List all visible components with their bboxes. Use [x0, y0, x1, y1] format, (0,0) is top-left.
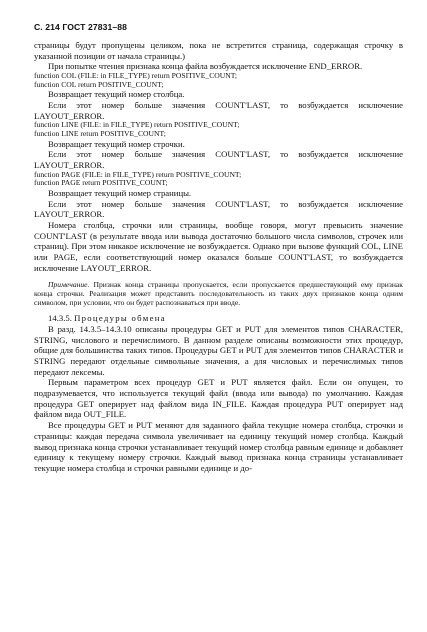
section-number: 14.3.5. [48, 313, 72, 324]
section-paragraph-2: Первым параметром всех процедур GET и PUT является файл. Если он опущен, то подразумевается, что используется текущий файл (ввода или вывода) по умолчанию. Каждая процедура GET оперирует над файлом вида IN_FILE. Каждая процедура PUT оперирует над файлом вида OUT_FILE. [34, 377, 403, 420]
col-exception: Если этот номер больше значения COUNT'LAST, то возбуждается исключение LAYOUT_ERROR. [34, 100, 403, 121]
code-page-1: function PAGE (FILE: in FILE_TYPE) return POSITIVE_COUNT; [34, 169, 242, 179]
note-label: Примечание. [48, 279, 90, 289]
section-paragraph-1: В разд. 14.3.5–14.3.10 описаны процедуры GET и PUT для элементов типов CHARACTER, STRING, числового и перечислимого. В данном разделе описаны возможности этих процедур, общие для большинства таких типов. Процедуры GET и PUT для элементов типов CHARACTER и STRING передают отдельные символьные значения, а для числовых и перечислимых типов передают лексемы. [34, 323, 403, 377]
paragraph-numbers: Номера столбца, строчки или страницы, вообще говоря, могут превысить значение COUNT'LAST (в результате ввода или вывода достаточно большого числа символов, строчек или страниц). При этом никакое исключение не возбуждается. Однако при вызове функций COL, LINE или PAGE, если соответствующий номер оказался больше COUNT'LAST, то возбуждается исключение LAYOUT_ERROR. [34, 220, 403, 273]
page-returns: Возвращает текущий номер страницы. [48, 187, 192, 198]
line-returns: Возвращает текущий номер строчки. [48, 138, 185, 149]
page-body [34, 40, 403, 474]
page-exception: Если этот номер больше значения COUNT'LAST, то возбуждается исключение LAYOUT_ERROR. [34, 198, 403, 220]
col-returns: Возвращает текущий номер столбца. [48, 89, 185, 100]
code-page-2: function PAGE return POSITIVE_COUNT; [34, 178, 168, 188]
code-col-2: function COL return POSITIVE_COUNT; [34, 79, 164, 89]
section-title: Процедуры обмена [74, 313, 166, 324]
page-header: С. 214 ГОСТ 27831–88 [34, 22, 128, 32]
line-exception: Если этот номер больше значения COUNT'LAST, то возбуждается исключение LAYOUT_ERROR. [34, 149, 403, 170]
code-col-1: function COL (FILE: in FILE_TYPE) return POSITIVE_COUNT; [34, 71, 238, 81]
paragraph-continued: страницы будут пропущены целиком, пока не встретится страница, содержащая строчку в указанной позиции от начала страницы.) [34, 40, 403, 61]
paragraph-end-error: При попытке чтения признака конца файла возбуждается исключение END_ERROR. [48, 61, 363, 72]
note [34, 280, 403, 308]
note-text: Признак конца страницы пропускается, если пропускается предшествующий ему признак конца строчки. Реализация может представить последовательность из таких двух признаков конца одним символом, при условии, что он будет распознаваться при вводе. [34, 279, 403, 307]
section-paragraph-3: Все процедуры GET и PUT меняют для заданного файла текущие номера столбца, строчки и страницы: каждая передача символа увеличивает на единицу текущий номер столбца. Каждый вывод признака конца строчки устанавливает текущий номер столбца равным единице и добавляет единицу к текущему номеру строчки. Каждый вывод признака конца страницы устанавливает текущие номера столбца и строчки равными единице и до- [34, 420, 403, 473]
code-line-1: function LINE (FILE: in FILE_TYPE) return POSITIVE_COUNT; [34, 120, 240, 130]
section-heading [34, 313, 403, 324]
code-line-2: function LINE return POSITIVE_COUNT; [34, 129, 166, 138]
